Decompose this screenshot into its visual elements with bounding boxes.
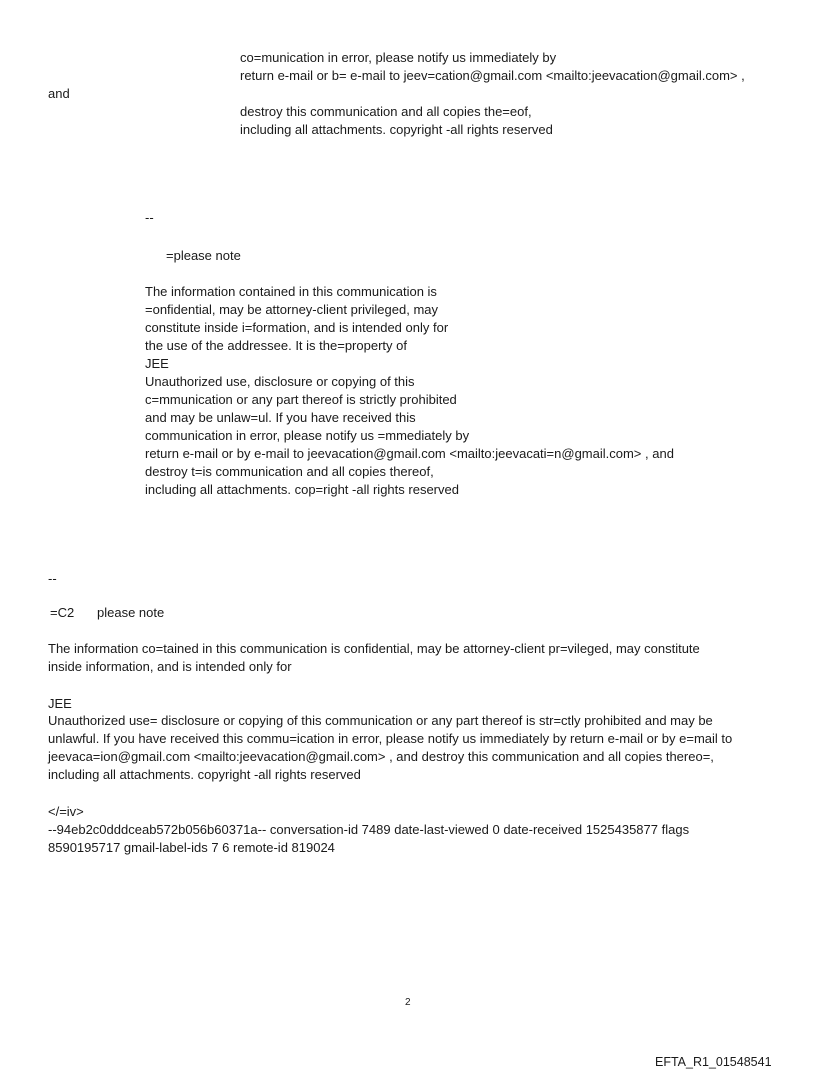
block1-line1: co=munication in error, please notify us immediately by	[240, 50, 557, 65]
block1-line2: return e-mail or b= e-mail to jeev=cation@gmail.com <mailto:jeevacation@gmail.com> ,	[240, 68, 745, 83]
block2-line: the use of the addressee. It is the=property of	[145, 338, 407, 353]
block2-line: communication in error, please notify us =mmediately by	[145, 428, 470, 443]
block3-para1-line2: inside information, and is intended only for	[48, 659, 292, 674]
block3-jee: JEE	[48, 696, 72, 711]
block3-para2-line2: unlawful. If you have received this commu=ication in error, please notify us immediately by return e-mail or by e=mail to	[48, 731, 733, 746]
block2-line: The information contained in this communication is	[145, 284, 437, 299]
block2-line: destroy t=is communication and all copies thereof,	[145, 464, 434, 479]
block3-meta-line2: 8590195717 gmail-label-ids 7 6 remote-id 819024	[48, 840, 335, 855]
block1-and: and	[48, 86, 70, 101]
block3-para2-line1: Unauthorized use= disclosure or copying of this communication or any part thereof is str=ctly prohibited and may be	[48, 713, 713, 728]
block2-line: JEE	[145, 356, 169, 371]
block2-line: Unauthorized use, disclosure or copying of this	[145, 374, 415, 389]
block3-dashes: --	[48, 571, 57, 586]
page-number: 2	[405, 997, 411, 1008]
block3-c2: =C2	[50, 605, 75, 620]
block2-please-note: =please note	[166, 248, 241, 263]
block2-line: c=mmunication or any part thereof is strictly prohibited	[145, 392, 457, 407]
block3-please-note: please note	[97, 605, 165, 620]
block3-para2-line3: jeevaca=ion@gmail.com <mailto:jeevacation@gmail.com> , and destroy this communication and all copies thereo=,	[48, 749, 714, 764]
block2-line: =onfidential, may be attorney-client privileged, may	[145, 302, 439, 317]
block2-dashes: --	[145, 210, 154, 225]
block1-line4: including all attachments. copyright -all rights reserved	[240, 122, 553, 137]
block2-line: and may be unlaw=ul. If you have received this	[145, 410, 416, 425]
block1-line3: destroy this communication and all copies the=eof,	[240, 104, 532, 119]
block3-div-close: </=iv>	[48, 804, 84, 819]
block3-para2-line4: including all attachments. copyright -all rights reserved	[48, 767, 361, 782]
block3-meta-line1: --94eb2c0dddceab572b056b60371a-- conversation-id 7489 date-last-viewed 0 date-received 1525435877 flags	[48, 822, 690, 837]
block2-line: constitute inside i=formation, and is intended only for	[145, 320, 449, 335]
bates-number: EFTA_R1_01548541	[655, 1055, 772, 1069]
block3-para1-line1: The information co=tained in this communication is confidential, may be attorney-client pr=vileged, may constitute	[48, 641, 700, 656]
block2-line: return e-mail or by e-mail to jeevacation@gmail.com <mailto:jeevacati=n@gmail.com> , and	[145, 446, 674, 461]
block2-line: including all attachments. cop=right -all rights reserved	[145, 482, 459, 497]
